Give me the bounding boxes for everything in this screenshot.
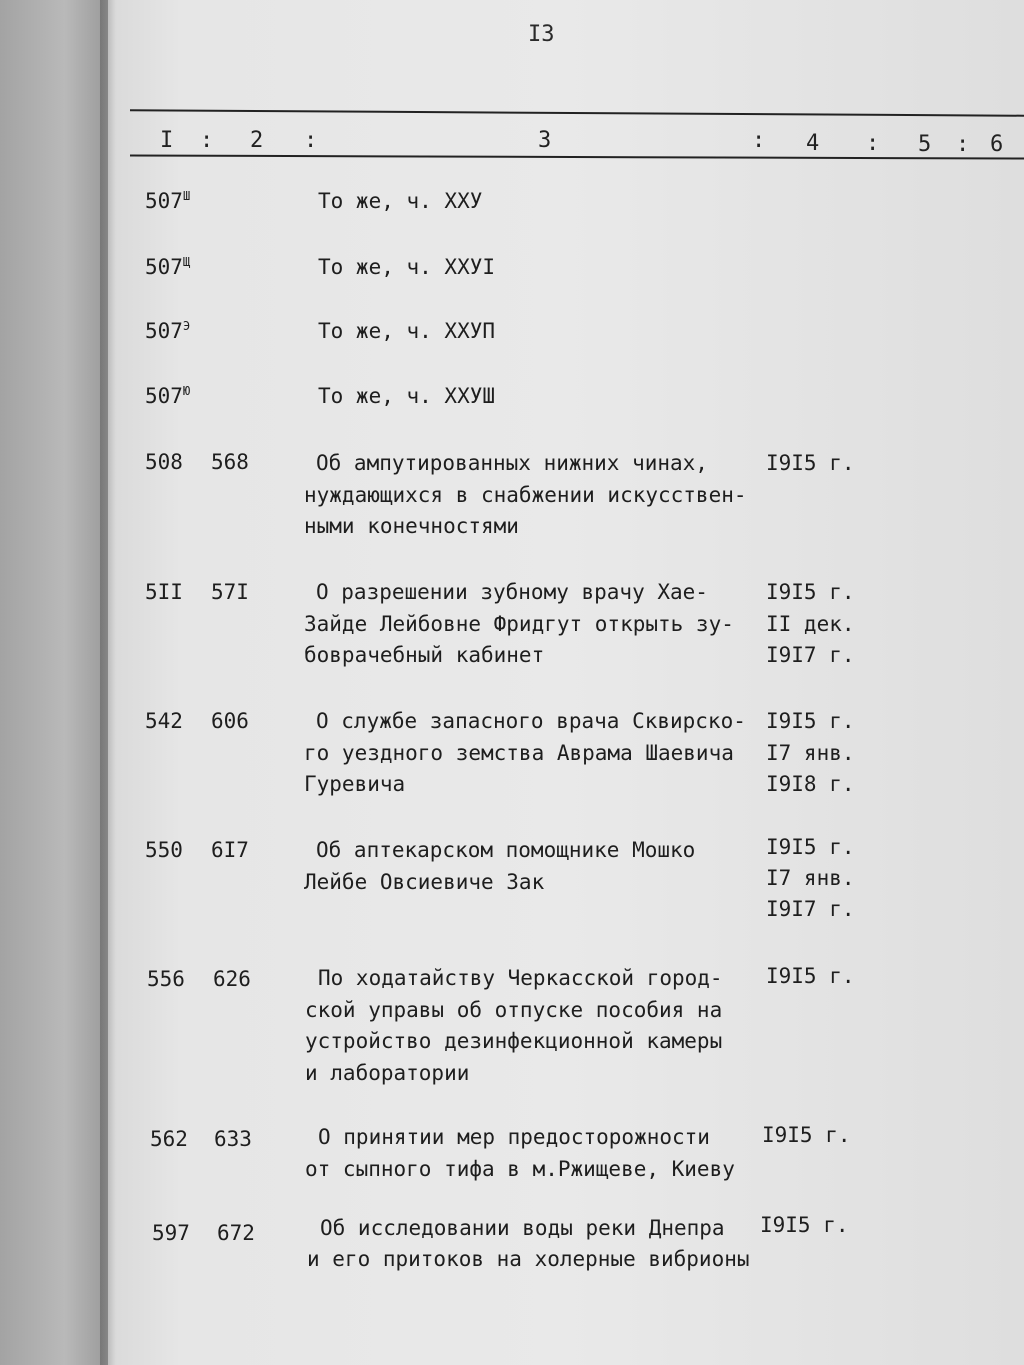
adjacent-page-edge xyxy=(0,0,108,1365)
item-number: 597 xyxy=(152,1221,190,1245)
item-title-line: Об аптекарском помощнике Мошко xyxy=(316,838,696,862)
item-title-line: То же, ч. ХХУI xyxy=(318,255,496,279)
item-title-line: и лаборатории xyxy=(305,1061,470,1085)
item-date: I9I5 г. xyxy=(766,835,855,859)
item-number: 5II xyxy=(145,580,183,604)
item-title-line: То же, ч. ХХУШ xyxy=(318,384,496,408)
item-old-number: 626 xyxy=(213,967,251,991)
item-number: $507^Щ$ xyxy=(145,255,191,279)
item-date: I9I5 г. xyxy=(766,709,855,733)
item-number: 556 xyxy=(147,967,185,991)
item-number: 550 xyxy=(145,838,183,862)
item-title-line: нуждающихся в снабжении искусствен- xyxy=(304,483,747,507)
binding-shadow xyxy=(100,0,116,1365)
item-old-number: 633 xyxy=(214,1127,252,1151)
item-title-line: от сыпного тифа в м.Ржищеве, Киеву xyxy=(305,1157,735,1181)
item-old-number: 606 xyxy=(211,709,249,733)
item-date: I9I5 г. xyxy=(762,1123,851,1147)
item-title-line: Об ампутированных нижних чинах, xyxy=(316,451,708,475)
item-title-line: О разрешении зубному врачу Хае- xyxy=(316,580,708,604)
item-title-line: Зайде Лейбовне Фридгут открыть зу- xyxy=(304,612,734,636)
item-title-line: ской управы об отпуске пособия на xyxy=(305,998,723,1022)
item-number: $507^Э$ xyxy=(145,319,191,343)
header-sep-3: : xyxy=(752,128,766,153)
header-sep-2: : xyxy=(304,128,318,153)
item-title-line: То же, ч. ХХУП xyxy=(318,319,496,343)
item-number: 508 xyxy=(145,450,183,474)
header-sep-5: : xyxy=(956,132,970,157)
item-suffix: Ш xyxy=(182,189,191,203)
item-suffix: Щ xyxy=(182,255,191,269)
item-title-line: То же, ч. ХХУ xyxy=(318,189,483,213)
item-suffix: Ю xyxy=(182,384,191,398)
item-date: I7 янв. xyxy=(766,866,855,890)
item-date: I7 янв. xyxy=(766,741,855,765)
item-old-number: 6I7 xyxy=(211,838,249,862)
page-number: I3 xyxy=(528,22,555,47)
header-sep-4: : xyxy=(866,131,880,156)
item-title-line: го уездного земства Аврама Шаевича xyxy=(304,741,734,765)
item-title-line: ными конечностями xyxy=(304,514,519,538)
item-date: I9I5 г. xyxy=(766,580,855,604)
item-title-line: и его притоков на холерные вибрионы xyxy=(307,1247,750,1271)
header-col-5: 5 xyxy=(918,132,932,157)
item-date: I9I7 г. xyxy=(766,643,855,667)
header-col-1: I xyxy=(160,128,174,153)
header-col-3: 3 xyxy=(538,128,552,153)
item-title-line: Лейбе Овсиевиче Зак xyxy=(304,870,545,894)
item-date: I9I5 г. xyxy=(760,1213,849,1237)
item-number: $507^Ю$ xyxy=(145,384,191,408)
item-date: I9I7 г. xyxy=(766,897,855,921)
item-date: I9I5 г. xyxy=(766,451,855,475)
header-col-6: 6 xyxy=(990,132,1004,157)
item-date: II дек. xyxy=(766,612,855,636)
item-number: 562 xyxy=(150,1127,188,1151)
item-title-line: По ходатайству Черкасской город- xyxy=(318,966,723,990)
header-col-2: 2 xyxy=(250,128,264,153)
item-old-number: 568 xyxy=(211,450,249,474)
item-title-line: О принятии мер предосторожности xyxy=(318,1125,710,1149)
item-date: I9I5 г. xyxy=(766,964,855,988)
item-number: 542 xyxy=(145,709,183,733)
item-title-line: Об исследовании воды реки Днепра xyxy=(320,1216,725,1240)
item-old-number: 57I xyxy=(211,580,249,604)
item-title-line: Гуревича xyxy=(304,772,406,796)
item-old-number: 672 xyxy=(217,1221,255,1245)
item-title-line: боврачебный кабинет xyxy=(304,643,545,667)
item-title-line: устройство дезинфекционной камеры xyxy=(305,1029,723,1053)
item-number: $507^Ш$ xyxy=(145,189,191,213)
item-title-line: О службе запасного врача Сквирско- xyxy=(316,709,746,733)
item-suffix: Э xyxy=(182,319,191,333)
header-col-4: 4 xyxy=(806,131,820,156)
item-date: I9I8 г. xyxy=(766,772,855,796)
header-sep-1: : xyxy=(200,128,214,153)
